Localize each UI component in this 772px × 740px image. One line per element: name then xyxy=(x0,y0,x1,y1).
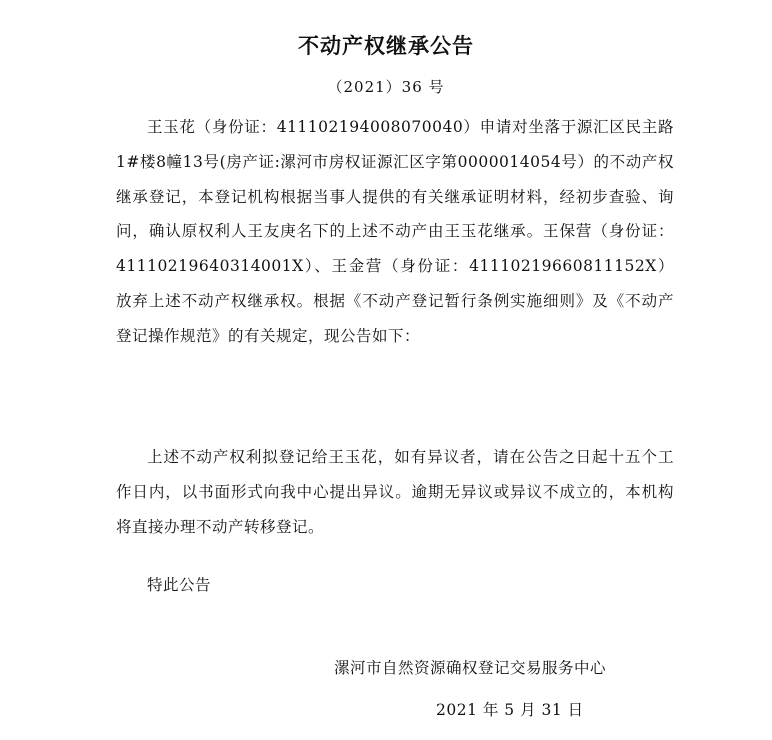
paragraph-closing: 特此公告 xyxy=(147,576,212,594)
document-number: （2021）36 号 xyxy=(327,78,445,96)
document-title: 不动产权继承公告 xyxy=(298,34,474,58)
paragraph-notice: 上述不动产权利拟登记给王玉花，如有异议者，请在公告之日起十五个工作日内，以书面形式向我中心提出异议。逾期无异议或异议不成立的，本机构将直接办理不动产转移登记。 xyxy=(116,448,674,536)
paragraph-main: 王玉花（身份证：411102194008070040）申请对坐落于源汇区民主路1#楼8幢13号(房产证:漯河市房权证源汇区字第0000014054号）的不动产权继承登记，本登记机构根据当事人提供的有关继承证明材料，经初步查验、询问，确认原权利人王友庚名下的上述不动产由王玉花继承。王保营（身份证：41110219640314001X）、王金营（身份证：41110219660811152X）放弃上述不动产权继承权。根据《不动产登记暂行条例实施细则》及《不动产登记操作规范》的有关规定，现公告如下： xyxy=(116,118,674,345)
issue-date: 2021 年 5 月 31 日 xyxy=(436,701,584,719)
issuer-signature: 漯河市自然资源确权登记交易服务中心 xyxy=(334,659,607,677)
